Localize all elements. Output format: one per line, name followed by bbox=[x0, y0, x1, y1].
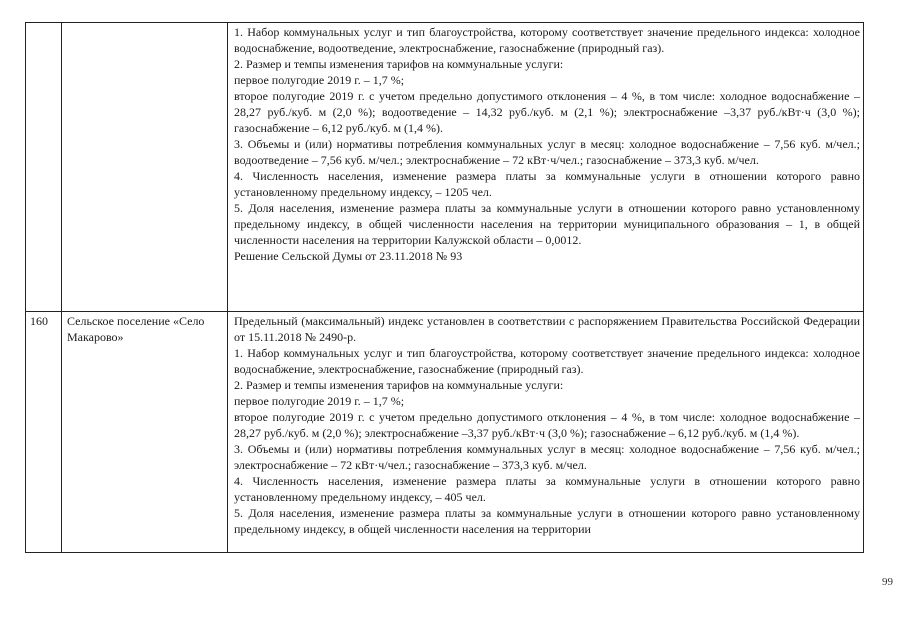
paragraph: первое полугодие 2019 г. – 1,7 %; bbox=[234, 394, 405, 408]
table-row bbox=[26, 23, 864, 312]
paragraph: 3. Объемы и (или) нормативы потребления коммунальных услуг в месяц: холодное водоснабжение – 7,56 куб. м/чел.; водоотведение – 7,56 куб. м/чел.; электроснабжение – 72 кВт·ч/чел.; газоснабжение – 373,3 куб. м/чел. bbox=[234, 137, 860, 167]
paragraph: 3. Объемы и (или) нормативы потребления коммунальных услуг в месяц: холодное водоснабжение – 7,56 куб. м/чел.; электроснабжение – 72 кВт·ч/чел.; газоснабжение – 373,3 куб. м/чел. bbox=[234, 442, 860, 472]
description-cell bbox=[228, 312, 864, 553]
paragraph: 4. Численность населения, изменение размера платы за коммунальные услуги в отношении которого равно установленному предельному индексу, – 1205 чел. bbox=[234, 169, 860, 199]
municipality-name-cell: Сельское поселение «Село Макарово» bbox=[62, 312, 228, 553]
paragraph: второе полугодие 2019 г. с учетом предельно допустимого отклонения – 4 %, в том числе: холодное водоснабжение – 28,27 руб./куб. м (2,0 %); электроснабжение –3,37 руб./кВт·ч (3,0 %); газоснабжение – 6,12 руб./куб. м (1,4 %). bbox=[234, 410, 860, 440]
description-cell bbox=[228, 23, 864, 312]
paragraph: 2. Размер и темпы изменения тарифов на коммунальные услуги: bbox=[234, 57, 564, 71]
paragraph: 2. Размер и темпы изменения тарифов на коммунальные услуги: bbox=[234, 378, 564, 392]
document-table bbox=[25, 22, 864, 553]
paragraph: 4. Численность населения, изменение размера платы за коммунальные услуги в отношении которого равно установленному предельному индексу, – 405 чел. bbox=[234, 474, 860, 504]
municipality-name-cell bbox=[62, 23, 228, 312]
decision-reference: Решение Сельской Думы от 23.11.2018 № 93 bbox=[234, 249, 463, 263]
row-number-cell: 160 bbox=[26, 312, 62, 553]
page-number: 99 bbox=[882, 576, 893, 588]
paragraph: первое полугодие 2019 г. – 1,7 %; bbox=[234, 73, 405, 87]
table-row bbox=[26, 312, 864, 553]
paragraph: Предельный (максимальный) индекс установлен в соответствии с распоряжением Правительства Российской Федерации от 15.11.2018 № 2490-р. bbox=[234, 314, 860, 344]
row-number-cell bbox=[26, 23, 62, 312]
paragraph: 1. Набор коммунальных услуг и тип благоустройства, которому соответствует значение предельного индекса: холодное водоснабжение, водоотведение, электроснабжение, газоснабжение (природный газ). bbox=[234, 25, 860, 55]
paragraph: 1. Набор коммунальных услуг и тип благоустройства, которому соответствует значение предельного индекса: холодное водоснабжение, электроснабжение, газоснабжение (природный газ). bbox=[234, 346, 860, 376]
paragraph: 5. Доля населения, изменение размера платы за коммунальные услуги в отношении которого равно установленному предельному индексу, в общей численности населения на территории bbox=[234, 506, 860, 536]
paragraph: второе полугодие 2019 г. с учетом предельно допустимого отклонения – 4 %, в том числе: холодное водоснабжение – 28,27 руб./куб. м (2,0 %); водоотведение – 14,32 руб./куб. м (2,1 %); электроснабжение –3,37 руб./кВт·ч (3,0 %); газоснабжение – 6,12 руб./куб. м (1,4 %). bbox=[234, 89, 860, 135]
paragraph: 5. Доля населения, изменение размера платы за коммунальные услуги в отношении которого равно установленному предельному индексу, в общей численности населения на территории муниципального образования – 1, в общей численности населения на территории Калужской области – 0,0012. bbox=[234, 201, 860, 247]
